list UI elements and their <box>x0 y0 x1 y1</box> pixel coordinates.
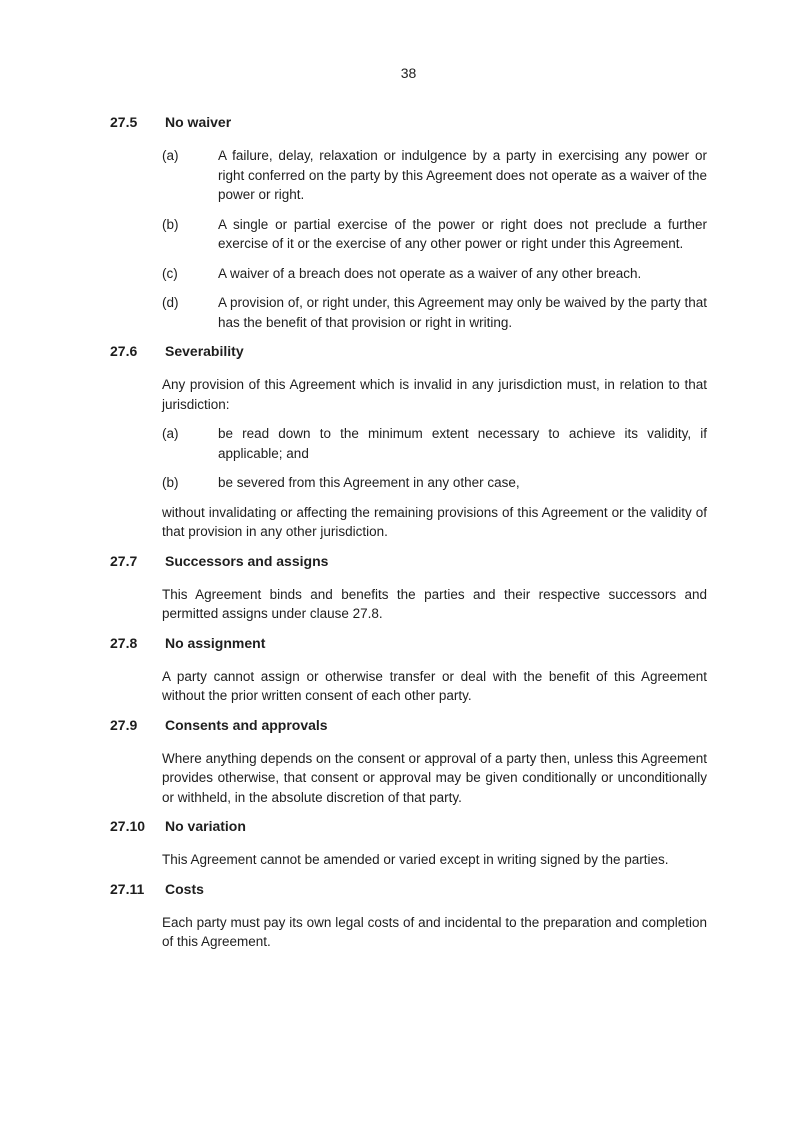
clause-section <box>110 113 707 332</box>
clause-body <box>110 749 707 808</box>
clause-number: 27.11 <box>110 880 145 897</box>
clause-item <box>162 264 707 284</box>
clause-number: 27.10 <box>110 818 146 834</box>
clause-number: 27.8 <box>110 634 138 651</box>
clause-paragraph: This Agreement binds and benefits the parties and their respective successors and permitted assigns under clause 27.8. <box>162 586 707 621</box>
page-number: 38 <box>400 65 417 81</box>
clause-heading: No variation <box>165 818 246 834</box>
clause-body <box>110 850 707 870</box>
clause-header <box>110 880 707 899</box>
clause-header <box>110 342 707 361</box>
clause-body <box>110 667 707 706</box>
item-text: be severed from this Agreement in any other case, <box>218 475 520 490</box>
clause-header <box>110 634 707 653</box>
clause-heading: Costs <box>165 880 204 897</box>
clause-section <box>110 716 707 808</box>
clause-heading: No waiver <box>165 114 232 130</box>
clause-item <box>162 293 707 332</box>
clause-header <box>110 716 707 735</box>
clause-heading: No assignment <box>165 634 266 651</box>
clause-paragraph: Any provision of this Agreement which is invalid in any jurisdiction must, in relation to that jurisdiction: <box>162 377 707 412</box>
clause-section <box>110 634 707 706</box>
clause-header <box>110 817 707 836</box>
clause-heading: Severability <box>165 343 244 359</box>
clause-item <box>162 473 707 493</box>
item-label: (b) <box>162 216 179 232</box>
item-label: (a) <box>162 148 179 163</box>
clause-body <box>110 146 707 332</box>
item-text: A failure, delay, relaxation or indulgence by a party in exercising any power or right conferred on the party by this Agreement does not operate as a waiver of the power or right. <box>218 148 707 202</box>
clause-section <box>110 552 707 624</box>
clause-number: 27.6 <box>110 343 138 359</box>
clause-item <box>162 424 707 463</box>
clause-header <box>110 113 707 132</box>
clause-section <box>110 342 707 542</box>
clause-section <box>110 880 707 952</box>
item-text: A provision of, or right under, this Agreement may only be waived by the party that has the benefit of that provision or right in writing. <box>218 295 707 330</box>
item-label: (b) <box>162 475 179 490</box>
clause-paragraph: A party cannot assign or otherwise transfer or deal with the benefit of this Agreement without the prior written consent of each other party. <box>162 668 707 703</box>
clause-heading: Consents and approvals <box>165 716 328 733</box>
clause-item <box>162 146 707 205</box>
clause-number: 27.5 <box>110 114 138 130</box>
clause-body <box>110 913 707 952</box>
item-text: be read down to the minimum extent necessary to achieve its validity, if applicable; and <box>218 426 707 461</box>
clause-paragraph: This Agreement cannot be amended or varied except in writing signed by the parties. <box>162 852 669 867</box>
clause-paragraph: Where anything depends on the consent or approval of a party then, unless this Agreement provides otherwise, that consent or approval may be given conditionally or unconditionally or withheld, in the absolute discretion of that party. <box>162 750 707 805</box>
clause-heading: Successors and assigns <box>165 552 329 569</box>
clause-header <box>110 552 707 571</box>
item-text: A single or partial exercise of the power or right does not preclude a further exercise of it or the exercise of any other power or right under this Agreement. <box>218 216 707 251</box>
item-label: (d) <box>162 295 179 310</box>
clause-number: 27.9 <box>110 716 138 733</box>
clause-paragraph: Each party must pay its own legal costs of and incidental to the preparation and completion of this Agreement. <box>162 914 707 949</box>
item-text: A waiver of a breach does not operate as a waiver of any other breach. <box>218 265 642 281</box>
item-label: (a) <box>162 426 179 441</box>
clause-body <box>110 375 707 542</box>
clause-number: 27.7 <box>110 552 138 569</box>
clause-section <box>110 817 707 870</box>
clause-item <box>162 215 707 254</box>
clause-paragraph: without invalidating or affecting the remaining provisions of this Agreement or the validity of that provision in any other jurisdiction. <box>162 504 707 539</box>
clause-body <box>110 585 707 624</box>
item-label: (c) <box>162 265 178 281</box>
clause-list <box>110 113 707 952</box>
